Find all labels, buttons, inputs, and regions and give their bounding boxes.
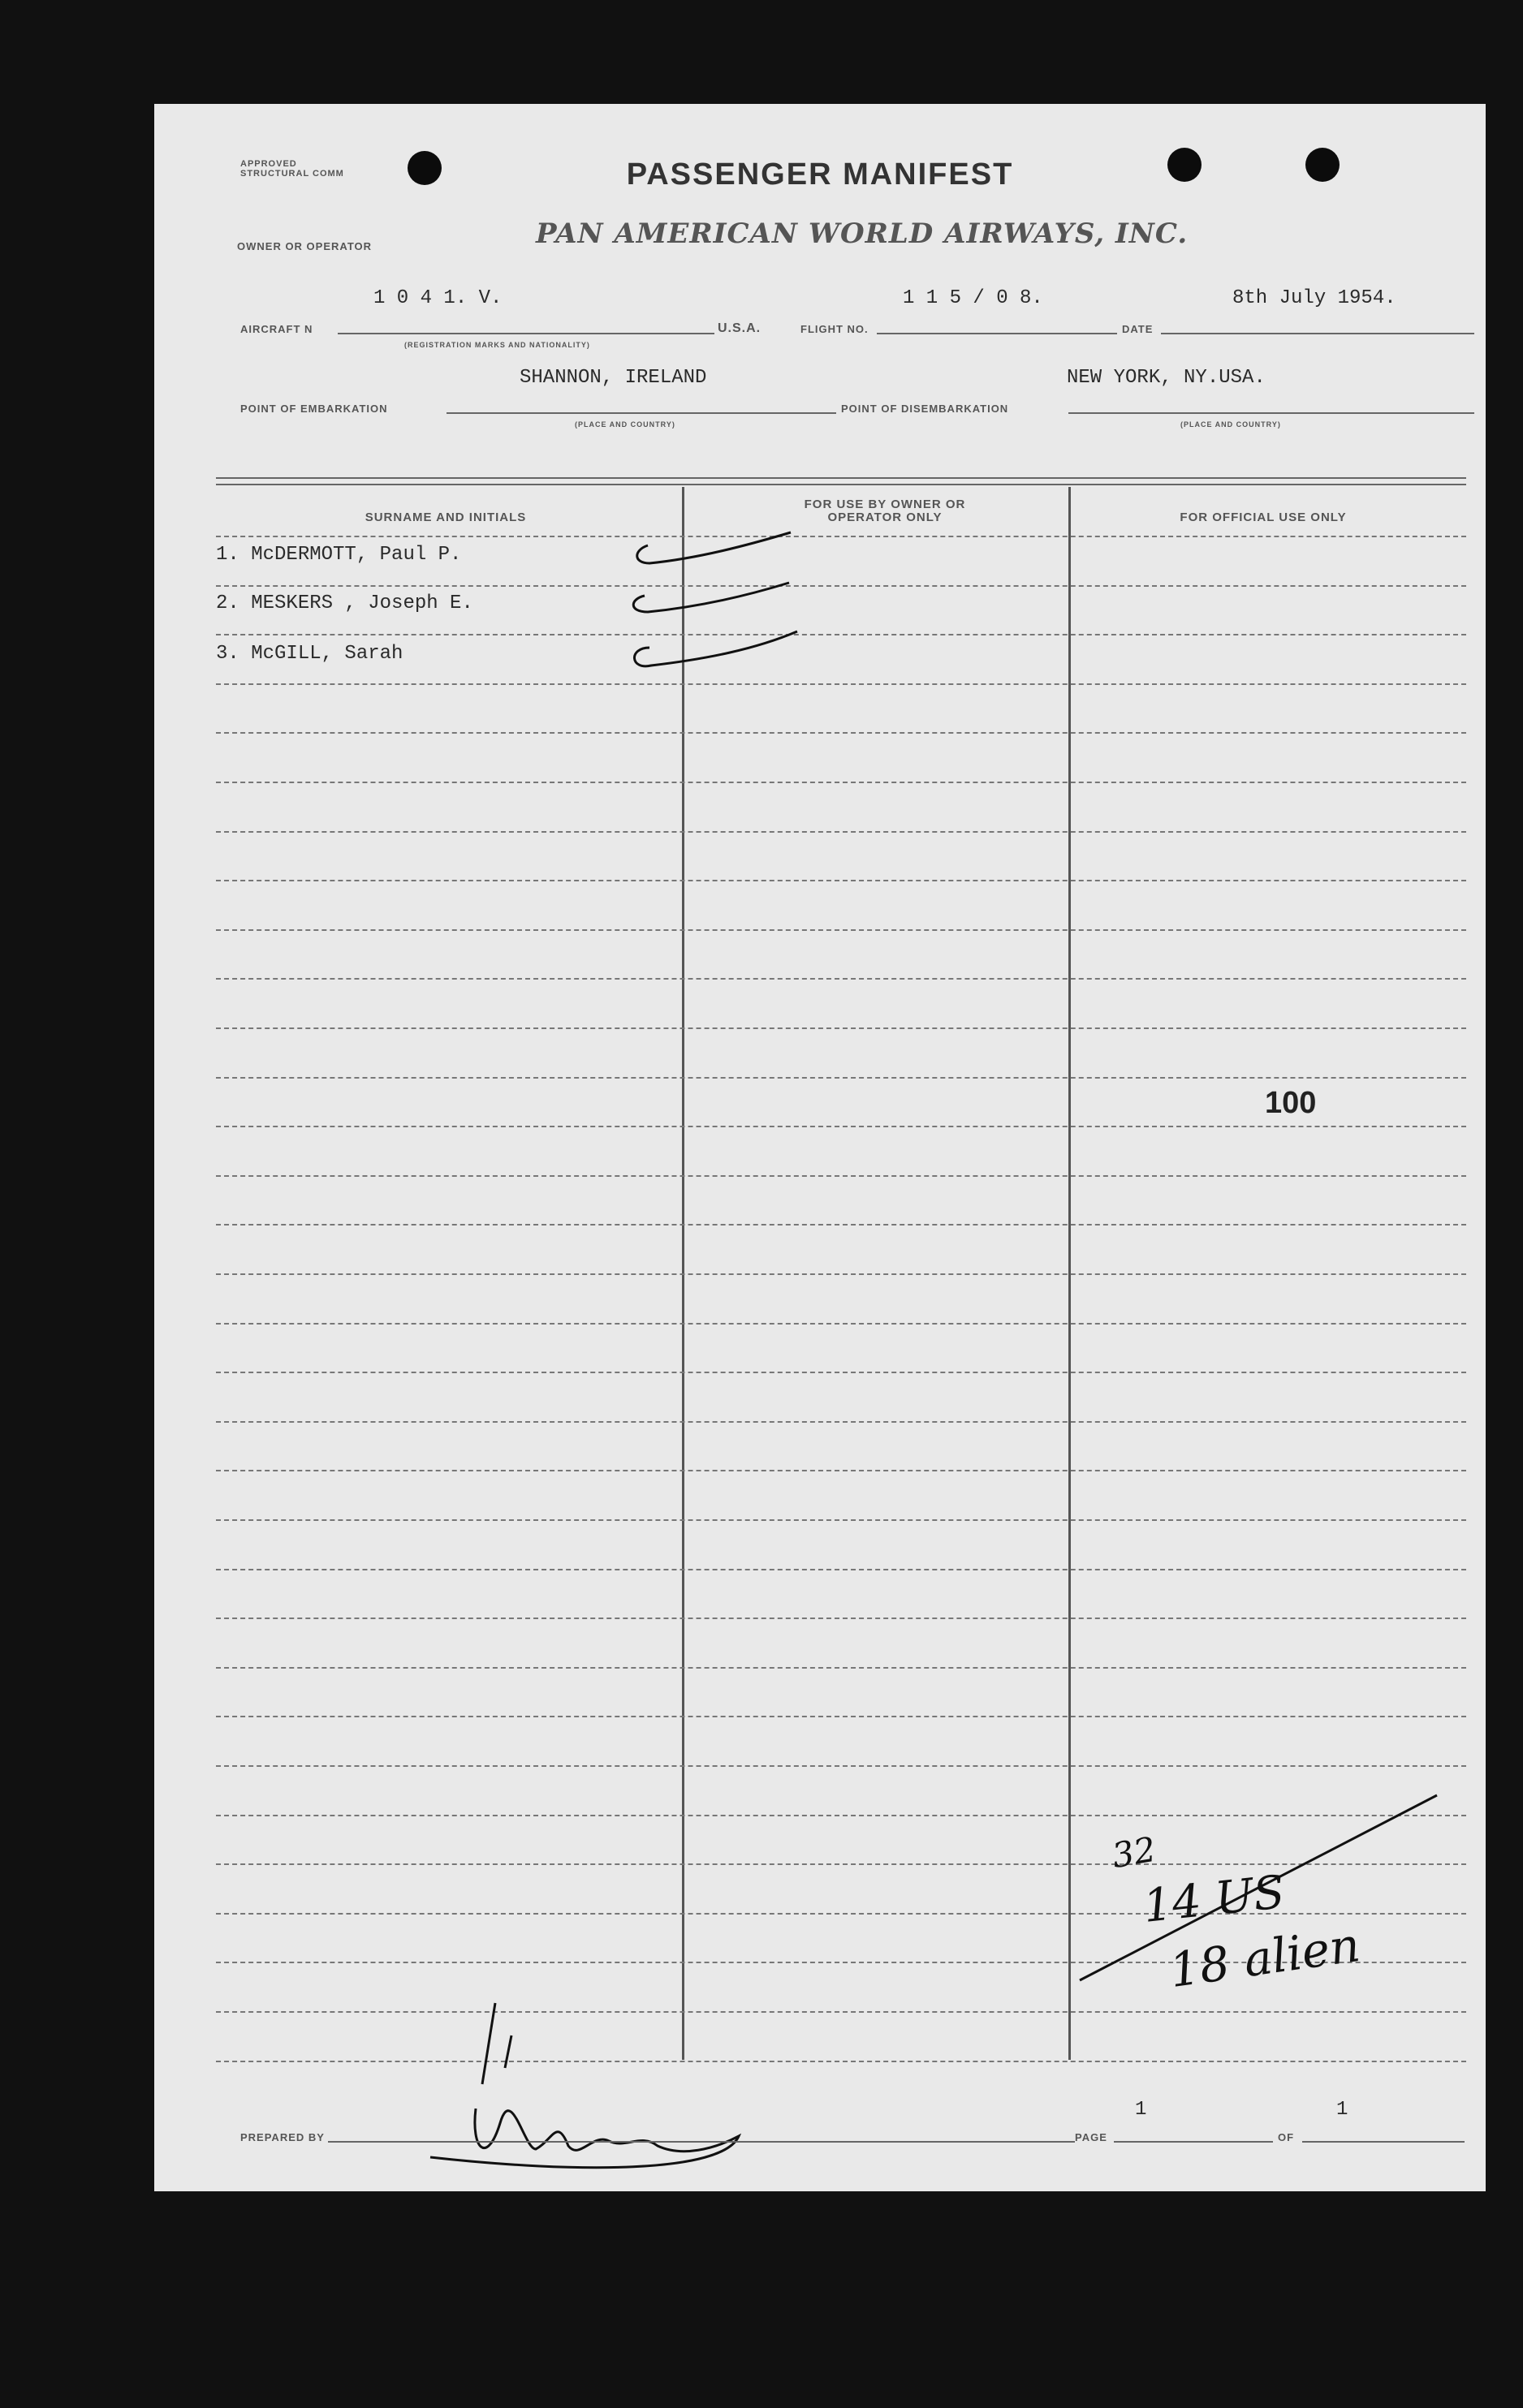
check-mark-3 [634, 631, 797, 666]
table-row-rule [216, 732, 1466, 734]
page-line [1114, 2141, 1273, 2143]
date-line [1161, 333, 1474, 334]
disembark-value: NEW YORK, NY.USA. [1067, 367, 1266, 389]
table-row-rule [216, 1273, 1466, 1275]
table-row-rule [216, 1224, 1466, 1226]
checkmarks [609, 518, 934, 680]
table-row-rule [216, 782, 1466, 783]
table-row-rule [216, 978, 1466, 980]
table-row-rule [216, 1470, 1466, 1471]
table-row-rule [216, 1126, 1466, 1127]
table-row-rule [216, 1618, 1466, 1619]
of-line [1302, 2141, 1465, 2143]
table-row-rule [216, 831, 1466, 833]
approval-stamp: APPROVED STRUCTURAL COMM [240, 159, 344, 179]
table-row-rule [216, 1716, 1466, 1717]
aircraft-value: 1 0 4 1. V. [373, 287, 503, 309]
passenger-2: 2. MESKERS , Joseph E. [216, 592, 473, 614]
table-row-rule [216, 880, 1466, 881]
of-value: 1 [1336, 2099, 1348, 2121]
disembark-sub: (PLACE AND COUNTRY) [1180, 420, 1281, 429]
column-header-owner-use: FOR USE BY OWNER OR OPERATOR ONLY [804, 498, 966, 524]
manifest-sheet [154, 104, 1486, 2191]
disembark-label: POINT OF DISEMBARKATION [841, 403, 1009, 415]
table-row-rule [216, 1077, 1466, 1079]
table-row-rule [216, 683, 1466, 685]
date-value: 8th July 1954. [1232, 287, 1396, 309]
passenger-1: 1. McDERMOTT, Paul P. [216, 544, 462, 566]
table-row-rule [216, 1323, 1466, 1325]
check-mark-1 [637, 532, 791, 563]
stamp-number: 100 [1265, 1086, 1317, 1120]
column-header-official-use: FOR OFFICIAL USE ONLY [1180, 510, 1347, 524]
tally-line-3: 18 alien [1166, 1916, 1364, 1999]
page-value: 1 [1135, 2099, 1147, 2121]
table-row-rule [216, 1372, 1466, 1373]
of-label: OF [1278, 2131, 1295, 2143]
embark-sub: (PLACE AND COUNTRY) [575, 420, 675, 429]
embark-value: SHANNON, IRELAND [520, 367, 707, 389]
embark-line [447, 412, 836, 414]
flight-label: FLIGHT NO. [800, 323, 869, 335]
aircraft-line [338, 333, 714, 334]
embark-label: POINT OF EMBARKATION [240, 403, 388, 415]
disembark-line [1068, 412, 1474, 414]
table-row-rule [216, 1027, 1466, 1029]
table-row-rule [216, 1765, 1466, 1767]
owner-value: PAN AMERICAN WORLD AIRWAYS, INC. [536, 218, 1189, 250]
tally-line-1: 32 [1109, 1829, 1159, 1876]
flight-value: 1 1 5 / 0 8. [903, 287, 1043, 309]
check-mark-2 [633, 583, 789, 612]
table-row-rule [216, 1519, 1466, 1521]
prepared-by-label: PREPARED BY [240, 2131, 325, 2143]
owner-label: OWNER OR OPERATOR [237, 240, 373, 252]
table-row-rule [216, 1569, 1466, 1570]
table-row-rule [216, 929, 1466, 931]
prepared-by-line [328, 2141, 1075, 2143]
signature [398, 1987, 787, 2190]
flight-line [877, 333, 1117, 334]
date-label: DATE [1122, 323, 1154, 335]
table-top-rule [216, 477, 1466, 485]
aircraft-label: AIRCRAFT N [240, 323, 313, 335]
aircraft-sub: (REGISTRATION MARKS AND NATIONALITY) [404, 341, 590, 349]
tally-line-2: 14 US [1141, 1866, 1288, 1933]
tally-slash [1064, 1776, 1518, 2019]
table-row-rule [216, 1421, 1466, 1423]
column-header-surname: SURNAME AND INITIALS [365, 510, 527, 524]
table-row-rule [216, 1175, 1466, 1177]
passenger-3: 3. McGILL, Sarah [216, 643, 403, 665]
nationality: U.S.A. [718, 321, 762, 335]
page-title: PASSENGER MANIFEST [626, 157, 1014, 192]
page-label: PAGE [1075, 2131, 1107, 2143]
table-row-rule [216, 1667, 1466, 1669]
